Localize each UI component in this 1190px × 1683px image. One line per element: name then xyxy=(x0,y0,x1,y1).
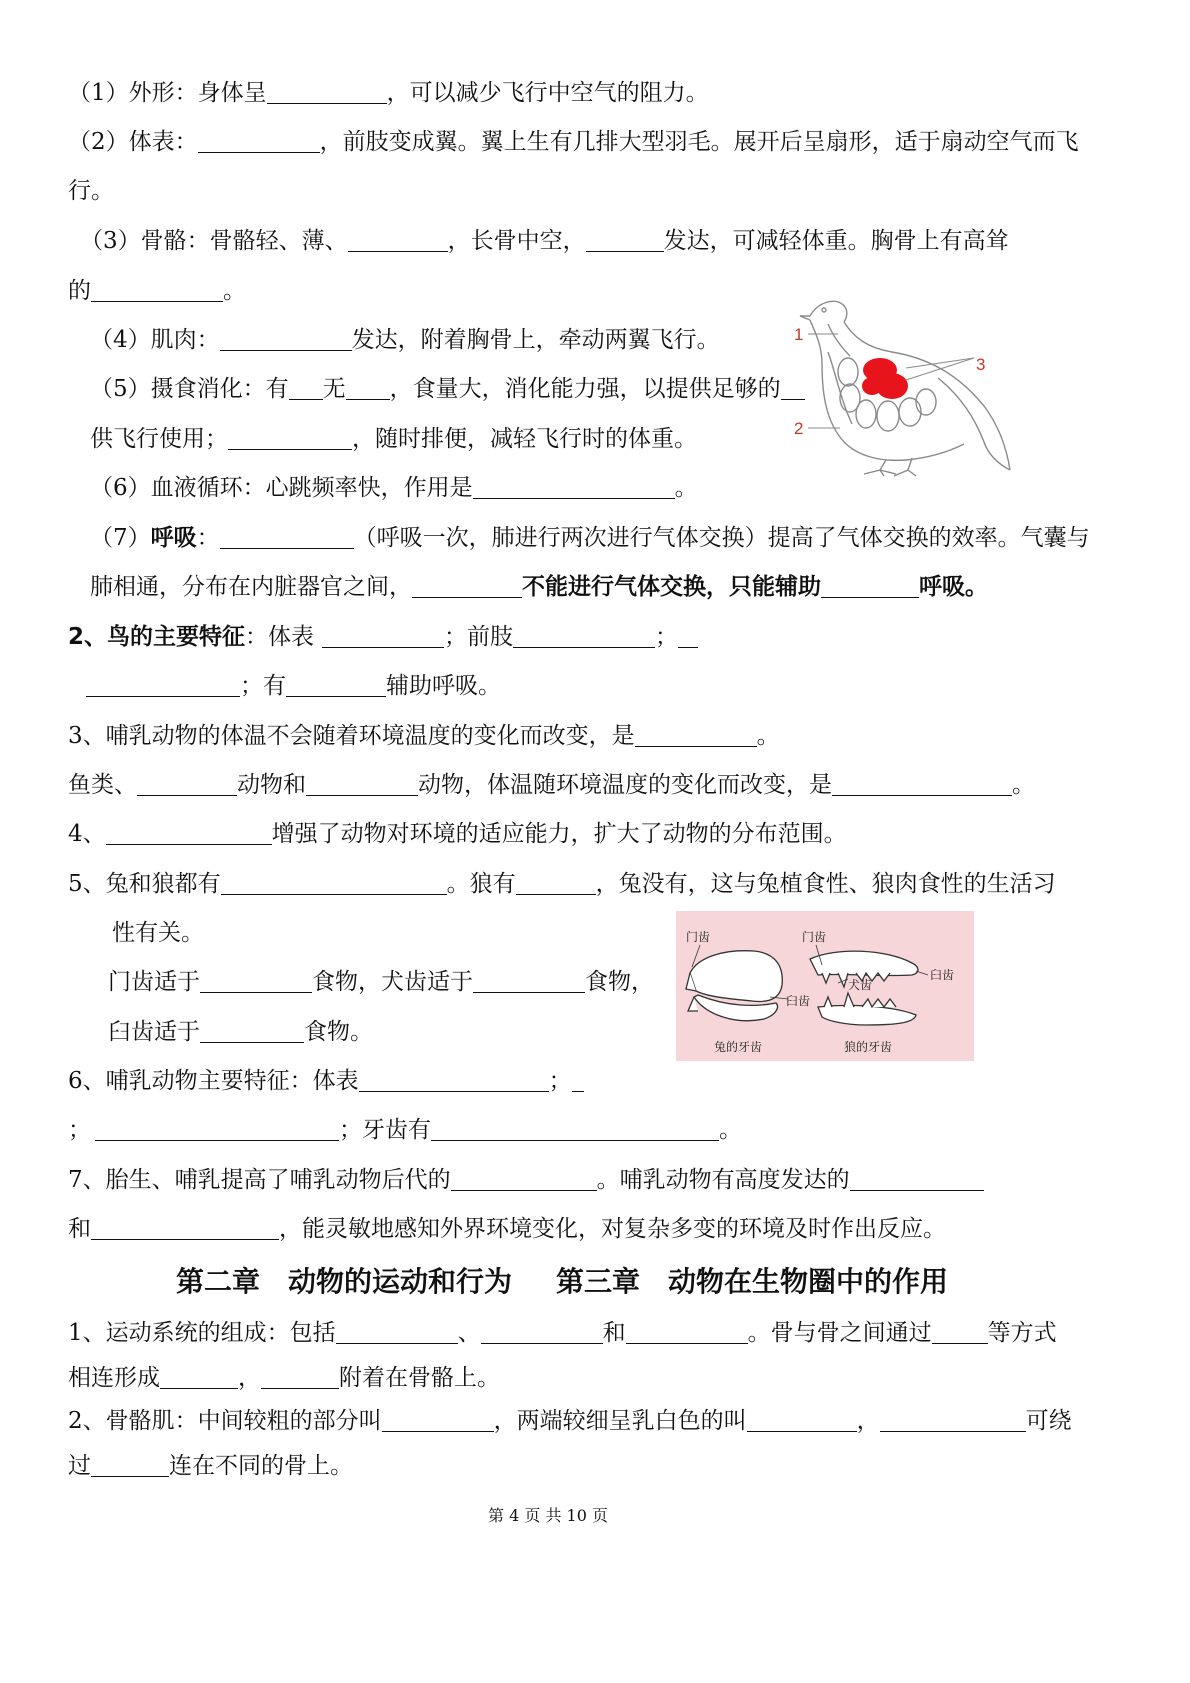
blank[interactable] xyxy=(106,822,272,845)
text: 臼齿适于 xyxy=(108,1019,200,1045)
blank[interactable] xyxy=(267,81,387,104)
text: 动物，体温随环境温度的变化而改变，是 xyxy=(418,772,832,798)
wolf-canine-label: 犬齿 xyxy=(848,978,873,992)
bird-skeleton-figure xyxy=(788,294,1020,484)
text: ； xyxy=(655,624,679,650)
bird-beak xyxy=(800,316,810,320)
text: 肺相通，分布在内脏器官之间， xyxy=(90,574,412,600)
question-5-cont xyxy=(112,918,204,948)
blank[interactable] xyxy=(348,229,448,252)
rabbit-caption: 兔的牙齿 xyxy=(714,1040,763,1054)
blank[interactable] xyxy=(306,773,418,796)
blank[interactable] xyxy=(286,674,386,697)
text: （5）摄食消化：有 xyxy=(90,376,289,402)
label-line-3a xyxy=(906,358,974,368)
text: ；有 xyxy=(240,673,286,699)
air-sac xyxy=(838,358,858,386)
line-5-cont xyxy=(90,424,697,454)
page-footer: 第 4 页 共 10 页 xyxy=(488,1506,608,1525)
label-2: 2 xyxy=(794,419,804,438)
text: 食物， xyxy=(585,969,654,995)
question-2 xyxy=(68,622,698,652)
text: 1、运动系统的组成：包括 xyxy=(68,1320,336,1346)
text: 。狼有 xyxy=(446,871,516,897)
wolf-jaw xyxy=(818,1005,916,1025)
text: ：体表 xyxy=(245,624,315,650)
line-2-skin xyxy=(68,127,1079,157)
text: （7） xyxy=(90,525,151,551)
blank[interactable] xyxy=(431,1118,719,1141)
text: 发达，可减轻体重。胸骨上有高耸 xyxy=(663,228,1009,254)
text: 等方式 xyxy=(987,1320,1057,1346)
blank[interactable] xyxy=(451,1168,597,1191)
air-sac xyxy=(877,401,899,431)
ch2-question-1 xyxy=(68,1318,1057,1348)
blank[interactable] xyxy=(678,625,698,648)
blank[interactable] xyxy=(635,724,757,747)
question-2-cont xyxy=(86,671,501,701)
text: （3）骨骼：骨骼轻、薄、 xyxy=(80,228,348,254)
text: ，随时排便，减轻飞行时的体重。 xyxy=(352,426,697,452)
label-3: 3 xyxy=(976,355,986,374)
text: 性有关。 xyxy=(112,920,204,946)
text: ，能灵敏地感知外界环境变化，对复杂多变的环境及时作出反应。 xyxy=(279,1216,946,1242)
blank[interactable] xyxy=(220,328,352,351)
blank[interactable] xyxy=(160,1366,238,1389)
text: 行。 xyxy=(68,178,114,204)
blank[interactable] xyxy=(516,872,596,895)
line-3-bones xyxy=(80,226,1009,256)
text: ，兔没有，这与兔植食性、狼肉食性的生活习 xyxy=(595,871,1056,897)
wolf-molar-lower xyxy=(862,999,896,1007)
bird-lungs xyxy=(862,358,908,399)
line-7-cont xyxy=(90,572,988,602)
text: 5、兔和狼都有 xyxy=(68,871,221,897)
blank[interactable] xyxy=(359,1069,549,1092)
ch2-question-1-cont xyxy=(68,1363,500,1393)
line-7-respiration xyxy=(90,523,1090,553)
text: 4、 xyxy=(68,821,106,847)
text: 6、哺乳动物主要特征：体表 xyxy=(68,1068,359,1094)
text: 发达，附着胸骨上，牵动两翼飞行。 xyxy=(351,327,720,353)
wolf-incisor-label: 门齿 xyxy=(802,930,827,944)
blank[interactable] xyxy=(346,377,390,400)
label-line-3b xyxy=(906,358,974,380)
blank[interactable] xyxy=(86,674,240,697)
question-6 xyxy=(68,1066,584,1096)
text: 供飞行使用； xyxy=(90,426,228,452)
line-2-cont xyxy=(68,176,114,206)
text: （2）体表： xyxy=(68,129,198,155)
text: 鱼类、 xyxy=(68,772,137,798)
text: 和 xyxy=(602,1320,626,1346)
line-1-shape xyxy=(68,78,709,108)
air-sac xyxy=(899,398,921,426)
bird-wing-outline xyxy=(938,378,1010,470)
bird-back-outline xyxy=(844,322,1010,470)
bird-illustration xyxy=(788,294,1020,484)
text: 。骨与骨之间通过 xyxy=(747,1320,932,1346)
ch2-question-2 xyxy=(68,1406,1072,1436)
blank[interactable] xyxy=(200,1020,304,1043)
blank[interactable] xyxy=(586,229,664,252)
question-3-cont xyxy=(68,770,1035,800)
text: 和 xyxy=(68,1216,91,1242)
line-4-muscle xyxy=(90,325,720,355)
blank[interactable] xyxy=(220,526,354,549)
text: 3、哺乳动物的体温不会随着环境温度的变化而改变，是 xyxy=(68,723,635,749)
line-3-cont xyxy=(68,276,246,306)
text: 7、胎生、哺乳提高了哺乳动物后代的 xyxy=(68,1167,451,1193)
blank[interactable] xyxy=(137,773,237,796)
text: 门齿适于 xyxy=(108,969,200,995)
blank[interactable] xyxy=(572,1069,584,1092)
bird-eye xyxy=(822,308,826,312)
text: 增强了动物对环境的适应能力，扩大了动物的分布范围。 xyxy=(271,821,847,847)
wolf-skull xyxy=(810,951,918,975)
blank[interactable] xyxy=(91,279,223,302)
text: ；牙齿有 xyxy=(339,1117,431,1143)
blank[interactable] xyxy=(221,872,447,895)
text: 动物和 xyxy=(237,772,306,798)
blank[interactable] xyxy=(412,575,522,598)
text-bold: 2、鸟的主要特征 xyxy=(68,624,246,650)
blank[interactable] xyxy=(91,1217,279,1240)
blank[interactable] xyxy=(473,970,585,993)
bird-leg xyxy=(864,460,896,476)
question-7-cont xyxy=(68,1214,946,1244)
text: ，前肢变成翼。翼上生有几排大型羽毛。展开后呈扇形，适于扇动空气而飞 xyxy=(319,129,1079,155)
line-5-digestion xyxy=(90,374,805,404)
text: 。哺乳动物有高度发达的 xyxy=(596,1167,850,1193)
text: 。 xyxy=(674,475,698,501)
text: （1）外形：身体呈 xyxy=(68,80,267,106)
blank[interactable] xyxy=(322,625,444,648)
text: ， xyxy=(238,1365,261,1391)
text: ，食量大，消化能力强，以提供足够的 xyxy=(389,376,781,402)
text: 、 xyxy=(457,1320,481,1346)
text: 2、骨骼肌：中间较粗的部分叫 xyxy=(68,1408,382,1434)
text: ， xyxy=(856,1408,880,1434)
rabbit-incisor-label: 门齿 xyxy=(686,930,711,944)
line-6-circulation xyxy=(90,473,698,503)
text: 无 xyxy=(322,376,346,402)
ch2-question-2-cont xyxy=(68,1451,353,1481)
air-sac xyxy=(916,389,936,415)
blank[interactable] xyxy=(880,1409,1026,1432)
question-5 xyxy=(68,869,1056,899)
text: ： xyxy=(196,525,220,551)
blank[interactable] xyxy=(91,1454,169,1477)
text: 。 xyxy=(223,278,246,304)
blank[interactable] xyxy=(336,1321,458,1344)
blank[interactable] xyxy=(626,1321,748,1344)
text: ，长骨中空， xyxy=(447,228,586,254)
teeth-illustration xyxy=(676,911,974,1061)
question-3 xyxy=(68,721,780,751)
blank[interactable] xyxy=(747,1409,857,1432)
bird-head-outline xyxy=(810,301,847,322)
text: ，两端较细呈乳白色的叫 xyxy=(493,1408,747,1434)
text: 食物。 xyxy=(304,1019,373,1045)
blank[interactable] xyxy=(932,1321,988,1344)
text: 。 xyxy=(719,1117,742,1143)
rabbit-molar-label: 臼齿 xyxy=(786,994,811,1008)
text: （4）肌肉： xyxy=(90,327,220,353)
text: ，可以减少飞行中空气的阻力。 xyxy=(386,80,709,106)
air-sac xyxy=(856,400,876,428)
rabbit-skull xyxy=(690,951,782,1002)
lung xyxy=(862,377,882,395)
text: 辅助呼吸。 xyxy=(386,673,501,699)
blank[interactable] xyxy=(473,476,675,499)
teeth-figure xyxy=(676,911,974,1061)
text: 。 xyxy=(1012,772,1035,798)
text: 过 xyxy=(68,1453,91,1479)
text: 的 xyxy=(68,278,91,304)
blank[interactable] xyxy=(821,575,919,598)
text: ； xyxy=(548,1068,572,1094)
text: （呼吸一次，肺进行两次进行气体交换）提高了气体交换的效率。气囊与 xyxy=(353,525,1090,551)
blank[interactable] xyxy=(200,970,312,993)
blank[interactable] xyxy=(289,377,323,400)
text: 。 xyxy=(756,723,780,749)
question-5-teeth-1 xyxy=(108,967,654,997)
text: 食物，犬齿适于 xyxy=(312,969,473,995)
text: 附着在骨骼上。 xyxy=(339,1365,500,1391)
wolf-caption: 狼的牙齿 xyxy=(844,1040,893,1054)
text: 连在不同的骨上。 xyxy=(169,1453,353,1479)
question-5-teeth-2 xyxy=(108,1017,373,1047)
chapter-2-heading: 第二章 动物的运动和行为 xyxy=(176,1265,513,1298)
text: 可绕 xyxy=(1025,1408,1072,1434)
wolf-canine-lower xyxy=(824,993,854,1007)
wolf-molar-label: 臼齿 xyxy=(930,968,955,982)
text: （6）血液循环：心跳频率快，作用是 xyxy=(90,475,473,501)
text: 相连形成 xyxy=(68,1365,160,1391)
blank[interactable] xyxy=(481,1321,603,1344)
question-6-cont xyxy=(68,1115,742,1145)
blank[interactable] xyxy=(228,427,352,450)
blank[interactable] xyxy=(198,130,320,153)
blank[interactable] xyxy=(261,1366,339,1389)
blank[interactable] xyxy=(832,773,1012,796)
blank[interactable] xyxy=(95,1118,339,1141)
blank[interactable] xyxy=(850,1168,984,1191)
pointer xyxy=(916,971,928,975)
text: ；前肢 xyxy=(444,624,514,650)
text-bold: 呼吸。 xyxy=(919,574,988,600)
label-1: 1 xyxy=(794,325,804,344)
text: ； xyxy=(68,1117,91,1143)
blank[interactable] xyxy=(513,625,655,648)
blank[interactable] xyxy=(382,1409,494,1432)
chapter-3-heading: 第三章 动物在生物圈中的作用 xyxy=(556,1265,949,1298)
bird-trachea xyxy=(828,324,850,356)
text-bold: 不能进行气体交换，只能辅助 xyxy=(522,574,821,600)
question-7 xyxy=(68,1165,984,1195)
text-bold: 呼吸 xyxy=(150,525,197,551)
question-4 xyxy=(68,819,847,849)
